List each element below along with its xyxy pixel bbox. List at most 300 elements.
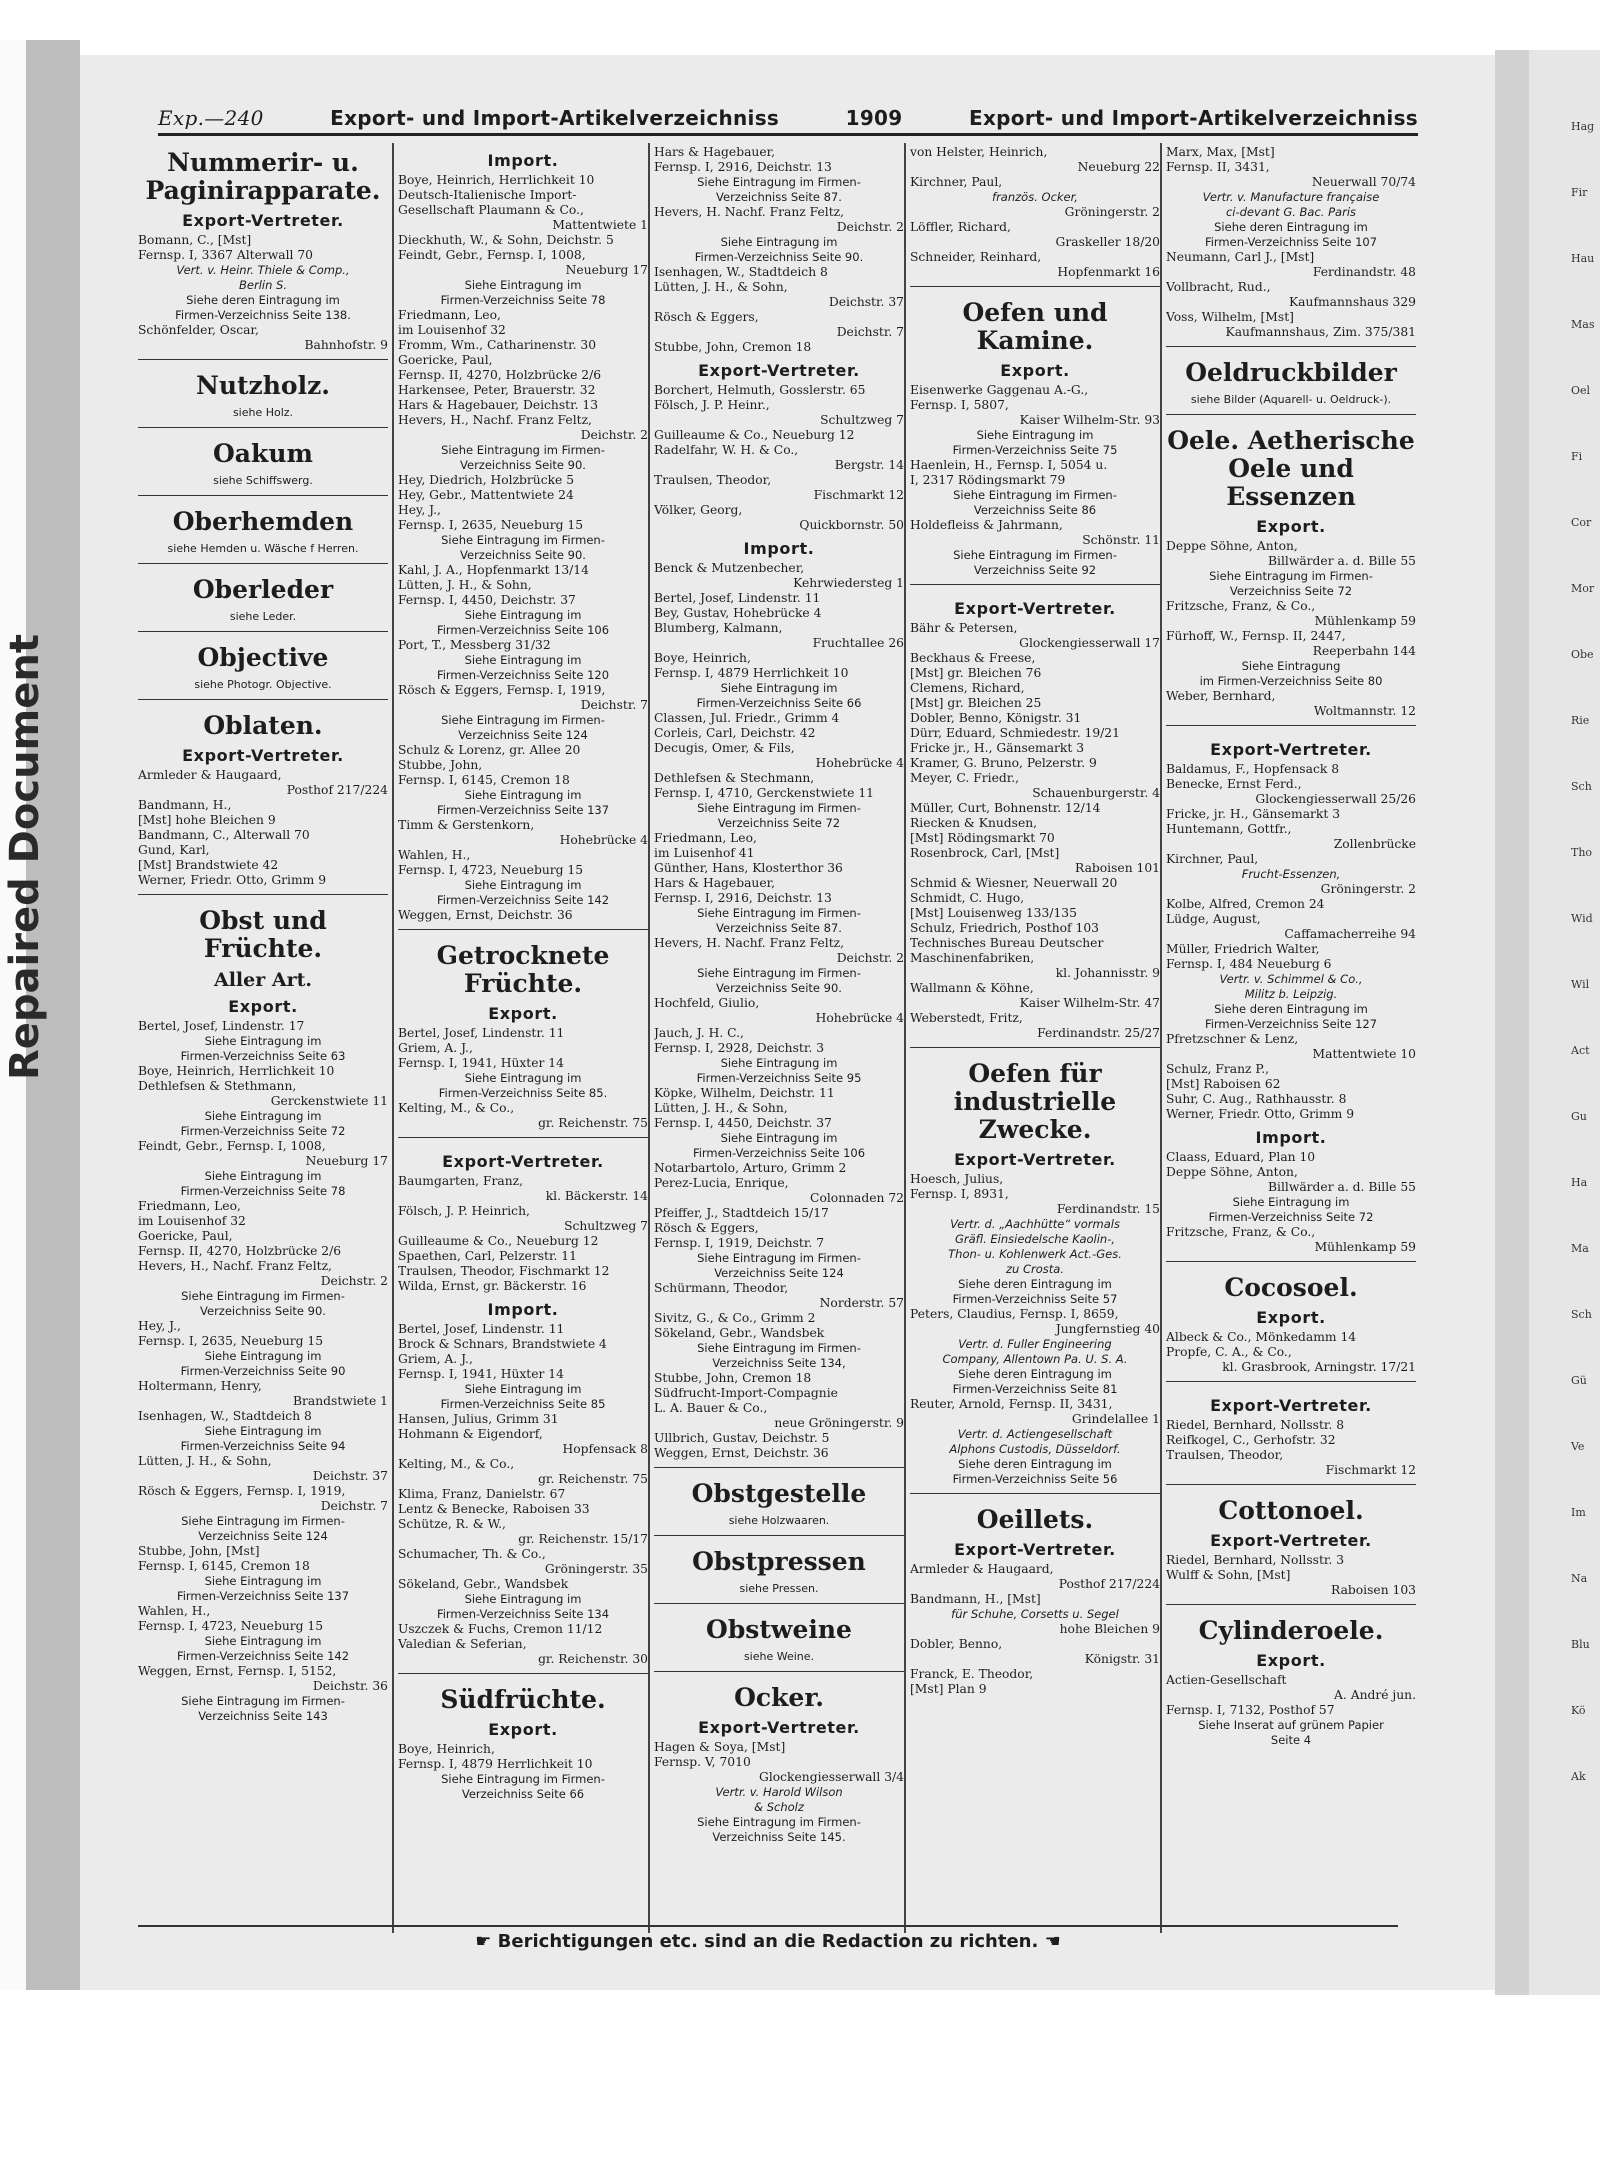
- directory-entry-line: Lütten, J. H., & Sohn,: [138, 1454, 272, 1468]
- directory-entry-line: Stubbe, John, [Mst]: [138, 1544, 260, 1558]
- directory-entry-line: Firmen-Verzeichniss Seite 142: [176, 1649, 350, 1663]
- directory-entry-line: Siehe Eintragung im: [204, 1634, 322, 1648]
- directory-entry-line: Weberstedt, Fritz,: [910, 1011, 1023, 1025]
- directory-entry-line: Goericke, Paul,: [138, 1229, 233, 1243]
- directory-entry-line: Guilleaume & Co., Neueburg 12: [654, 428, 855, 442]
- column-rule: [904, 143, 906, 1933]
- directory-entry-line: Fölsch, J. P. Heinr.,: [654, 398, 770, 412]
- directory-entry-line: Mattentwiete 1: [552, 218, 648, 232]
- directory-entry-line: Goericke, Paul,: [398, 353, 493, 367]
- directory-entry-line: Deichstr. 7: [836, 325, 904, 339]
- directory-entry-line: Thon- u. Kohlenwerk Act.-Ges.: [948, 1247, 1122, 1261]
- directory-entry-line: Firmen-Verzeichniss Seite 142: [436, 893, 610, 907]
- directory-entry-line: Siehe Eintragung im Firmen-: [441, 533, 605, 547]
- directory-entry-line: Kolbe, Alfred, Cremon 24: [1166, 897, 1325, 911]
- directory-entry-line: Benck & Mutzenbecher,: [654, 561, 805, 575]
- directory-entry-line: Peters, Claudius, Fernsp. I, 8659,: [910, 1307, 1119, 1321]
- directory-entry-line: Deichstr. 2: [836, 951, 904, 965]
- facing-page-text-fragment: Cor: [1571, 516, 1592, 529]
- facing-page-text-fragment: Mor: [1571, 582, 1595, 595]
- directory-entry-line: im Firmen-Verzeichniss Seite 80: [1199, 674, 1383, 688]
- directory-entry-line: Seite 4: [1270, 1733, 1312, 1747]
- directory-entry-line: Siehe Eintragung im Firmen-: [441, 713, 605, 727]
- directory-entry-line: Actien-Gesellschaft: [1166, 1673, 1287, 1687]
- directory-entry-line: Bähr & Petersen,: [910, 621, 1018, 635]
- section-heading: Obstpressen: [692, 1547, 866, 1576]
- directory-entry-line: A. André jun.: [1334, 1688, 1416, 1702]
- directory-entry-line: Deichstr. 36: [312, 1679, 388, 1693]
- directory-entry-line: Firmen-Verzeichniss Seite 95: [696, 1071, 862, 1085]
- directory-entry-line: Schultzweg 7: [820, 413, 904, 427]
- directory-entry-line: Posthof 217/224: [286, 783, 388, 797]
- directory-entry-line: Firmen-Verzeichniss Seite 120: [436, 668, 610, 682]
- directory-entry-line: Siehe Eintragung im Firmen-: [181, 1514, 345, 1528]
- directory-entry-line: [Mst] gr. Bleichen 25: [910, 696, 1042, 710]
- directory-entry-line: Firmen-Verzeichniss Seite 56: [952, 1472, 1118, 1486]
- directory-entry-line: Stubbe, John, Cremon 18: [654, 340, 812, 354]
- article-section: [910, 1047, 1160, 1487]
- directory-entry-line: Vert. v. Heinr. Thiele & Comp.,: [176, 263, 350, 277]
- category-label: Export-Vertreter.: [698, 361, 860, 380]
- directory-entry-line: Deichstr. 2: [580, 428, 648, 442]
- directory-entry-line: Holtermann, Henry,: [138, 1379, 262, 1393]
- directory-entry-line: Mattentwiete 10: [1312, 1047, 1416, 1061]
- directory-entry-line: Hey, Diedrich, Holzbrücke 5: [398, 473, 575, 487]
- section-heading: Oakum: [213, 439, 313, 468]
- directory-entry-line: [Mst] Rödingsmarkt 70: [910, 831, 1055, 845]
- directory-entry-line: Fritzsche, Franz, & Co.,: [1166, 599, 1316, 613]
- directory-entry-line: Reeperbahn 144: [1312, 644, 1416, 658]
- directory-entry-line: Fernsp. I, 4879 Herrlichkeit 10: [398, 1757, 593, 1771]
- directory-entry-line: Reuter, Arnold, Fernsp. II, 3431,: [910, 1397, 1113, 1411]
- directory-entry-line: Pfeiffer, J., Stadtdeich 15/17: [654, 1206, 829, 1220]
- directory-entry-line: Classen, Jul. Friedr., Grimm 4: [654, 711, 840, 725]
- directory-entry-line: Fernsp. I, 2928, Deichstr. 3: [654, 1041, 825, 1055]
- directory-entry-line: Lütten, J. H., & Sohn,: [398, 578, 532, 592]
- directory-entry-line: Firmen-Verzeichniss Seite 78: [440, 293, 606, 307]
- directory-entry-line: Schmidt, C. Hugo,: [910, 891, 1025, 905]
- section-heading: Oberhemden: [172, 507, 354, 536]
- directory-entry-line: Firmen-Verzeichniss Seite 72: [180, 1124, 346, 1138]
- facing-page-text-fragment: Im: [1571, 1506, 1586, 1519]
- directory-entry-line: Sökeland, Gebr., Wandsbek: [654, 1326, 825, 1340]
- directory-entry-line: Siehe Eintragung im: [204, 1034, 322, 1048]
- directory-entry-line: Neueburg 17: [305, 1154, 388, 1168]
- directory-entry-line: Hochfeld, Giulio,: [654, 996, 760, 1010]
- directory-entry-line: Firmen-Verzeichniss Seite 90.: [694, 250, 864, 264]
- article-section: [138, 699, 388, 888]
- directory-entry-line: Firmen-Verzeichniss Seite 75: [952, 443, 1118, 457]
- directory-entry-line: Siehe Eintragung im Firmen-: [953, 488, 1117, 502]
- directory-entry-line: Hopfensack 8: [562, 1442, 648, 1456]
- section-heading: Oeillets.: [976, 1505, 1094, 1534]
- directory-entry-line: Günther, Hans, Klosterthor 36: [654, 861, 843, 875]
- article-section: [654, 145, 904, 355]
- directory-entry-line: Bertel, Josef, Lindenstr. 17: [138, 1019, 305, 1033]
- directory-entry-line: Firmen-Verzeichniss Seite 57: [952, 1292, 1118, 1306]
- directory-entry-line: Reifkogel, C., Gerhofstr. 32: [1166, 1433, 1336, 1447]
- directory-entry-line: Uszczek & Fuchs, Cremon 11/12: [398, 1622, 603, 1636]
- directory-entry-line: Siehe Eintragung im: [464, 1071, 582, 1085]
- directory-entry-line: Siehe Eintragung im: [204, 1109, 322, 1123]
- directory-entry-line: Zollenbrücke: [1333, 837, 1416, 851]
- facing-page-text-fragment: Gü: [1571, 1374, 1587, 1387]
- directory-entry-line: Gerckenstwiete 11: [270, 1094, 388, 1108]
- column-2: [398, 145, 648, 1925]
- page-footer: ☛ Berichtigungen etc. sind an die Redaction zu richten. ☚: [138, 1925, 1398, 1952]
- directory-entry-line: Siehe Eintragung im: [464, 788, 582, 802]
- facing-page-text-fragment: Ve: [1571, 1440, 1585, 1453]
- column-5: [1166, 145, 1416, 1925]
- directory-entry-line: Friedmann, Leo,: [654, 831, 757, 845]
- directory-entry-line: Firmen-Verzeichniss Seite 106: [436, 623, 610, 637]
- category-label: Export.: [1256, 517, 1326, 536]
- article-section: [910, 145, 1160, 280]
- directory-entry-line: Hopfenmarkt 16: [1057, 265, 1160, 279]
- directory-entry-line: Bahnhofstr. 9: [304, 338, 388, 352]
- directory-entry-line: Fernsp. II, 3431,: [1166, 160, 1270, 174]
- directory-entry-line: Verzeichniss Seite 92: [973, 563, 1097, 577]
- directory-entry-line: Fernsp. I, 2635, Neueburg 15: [138, 1334, 324, 1348]
- column-4: [910, 145, 1160, 1925]
- directory-entry-line: Verzeichniss Seite 145.: [712, 1830, 846, 1844]
- article-section: [654, 1671, 904, 1845]
- directory-entry-line: Fritzsche, Franz, & Co.,: [1166, 1225, 1316, 1239]
- directory-entry-line: Ullbrich, Gustav, Deichstr. 5: [654, 1431, 830, 1445]
- directory-entry-line: & Scholz: [754, 1800, 804, 1814]
- directory-entry-line: Firmen-Verzeichniss Seite 85: [440, 1397, 606, 1411]
- directory-entry-line: Siehe Eintragung im: [464, 608, 582, 622]
- directory-entry-line: Siehe Inserat auf grünem Papier: [1198, 1718, 1384, 1732]
- directory-entry-line: Siehe Eintragung im Firmen-: [697, 1341, 861, 1355]
- directory-entry-line: Eisenwerke Gaggenau A.-G.,: [910, 383, 1089, 397]
- section-heading: Oele. Aetherische Oele und Essenzen: [1167, 426, 1415, 511]
- directory-entry-line: im Luisenhof 41: [654, 846, 755, 860]
- directory-entry-line: Fernsp. I, 7132, Posthof 57: [1166, 1703, 1335, 1717]
- category-label: Export-Vertreter.: [698, 1718, 860, 1737]
- facing-page-text-fragment: Ha: [1571, 1176, 1588, 1189]
- directory-entry-line: Werner, Friedr. Otto, Grimm 9: [1166, 1107, 1355, 1121]
- directory-entry-line: Siehe Eintragung im: [464, 653, 582, 667]
- directory-entry-line: Siehe Eintragung im: [464, 1592, 582, 1606]
- directory-entry-line: Wallmann & Köhne,: [910, 981, 1034, 995]
- directory-entry-line: Deutsch-Italienische Import-: [398, 188, 577, 202]
- directory-entry-line: Fernsp. I, 4710, Gerckenstwiete 11: [654, 786, 874, 800]
- directory-entry-line: Siehe Eintragung im: [720, 235, 838, 249]
- directory-entry-line: Verzeichniss Seite 90.: [716, 981, 842, 995]
- facing-page-text-fragment: Na: [1571, 1572, 1588, 1585]
- directory-entry-line: Kaufmannshaus 329: [1289, 295, 1416, 309]
- directory-entry-line: Hagen & Soya, [Mst]: [654, 1740, 786, 1754]
- category-label: Export.: [488, 1004, 558, 1023]
- directory-entry-line: Firmen-Verzeichniss Seite 81: [952, 1382, 1118, 1396]
- directory-entry-line: Hohebrücke 4: [815, 756, 904, 770]
- directory-entry-line: im Louisenhof 32: [138, 1214, 246, 1228]
- directory-entry-line: Verzeichniss Seite 124: [714, 1266, 844, 1280]
- directory-entry-line: Traulsen, Theodor, Fischmarkt 12: [398, 1264, 610, 1278]
- directory-entry-line: Hansen, Julius, Grimm 31: [398, 1412, 559, 1426]
- directory-entry-line: Notarbartolo, Arturo, Grimm 2: [654, 1161, 847, 1175]
- directory-entry-line: Neueburg 17: [565, 263, 648, 277]
- facing-page-text-fragment: Hag: [1571, 120, 1595, 133]
- directory-entry-line: Schauenburgerstr. 4: [1032, 786, 1160, 800]
- directory-entry-line: Posthof 217/224: [1058, 1577, 1160, 1591]
- directory-entry-line: Firmen-Verzeichniss Seite 138.: [175, 308, 351, 322]
- directory-entry-line: Siehe deren Eintragung im: [958, 1367, 1112, 1381]
- section-heading: Oeldruckbilder: [1185, 358, 1397, 387]
- directory-entry-line: Griem, A. J.,: [398, 1352, 473, 1366]
- directory-entry-line: Grindelallee 1: [1071, 1412, 1160, 1426]
- directory-entry-line: Siehe Eintragung: [1241, 659, 1341, 673]
- directory-entry-line: Fernsp. I, 6145, Cremon 18: [398, 773, 570, 787]
- directory-entry-line: Traulsen, Theodor,: [654, 473, 772, 487]
- directory-entry-line: Siehe Eintragung im: [720, 1131, 838, 1145]
- directory-entry-line: Fölsch, J. P. Heinrich,: [398, 1204, 530, 1218]
- directory-entry-line: neue Gröningerstr. 9: [774, 1416, 904, 1430]
- directory-entry-line: Billwärder a. d. Bille 55: [1267, 554, 1416, 568]
- directory-entry-line: kl. Bäckerstr. 14: [545, 1189, 648, 1203]
- directory-entry-line: Siehe deren Eintragung im: [1214, 1002, 1368, 1016]
- directory-entry-line: Siehe Eintragung im: [464, 278, 582, 292]
- directory-entry-line: Neumann, Carl J., [Mst]: [1166, 250, 1315, 264]
- directory-entry-line: Siehe Eintragung im Firmen-: [697, 906, 861, 920]
- directory-entry-line: Feindt, Gebr., Fernsp. I, 1008,: [398, 248, 586, 262]
- directory-entry-line: Müller, Friedrich Walter,: [1166, 942, 1320, 956]
- directory-entry-line: Glockengiesserwall 25/26: [1255, 792, 1416, 806]
- directory-entry-line: Hey, Gebr., Mattentwiete 24: [398, 488, 574, 502]
- section-heading: Nummerir- u. Paginirapparate.: [145, 148, 381, 205]
- facing-page-text-fragment: Mas: [1571, 318, 1595, 331]
- directory-entry-line: Fernsp. I, 4723, Neueburg 15: [398, 863, 584, 877]
- directory-entry-line: Mühlenkamp 59: [1314, 1240, 1416, 1254]
- directory-entry-line: Fernsp. I, 1941, Hüxter 14: [398, 1056, 564, 1070]
- directory-entry-line: Bandmann, H., [Mst]: [910, 1592, 1041, 1606]
- column-rule: [1160, 143, 1162, 1933]
- directory-entry-line: Blumberg, Kalmann,: [654, 621, 783, 635]
- directory-entry-line: Gröningerstr. 35: [544, 1562, 648, 1576]
- directory-entry-line: Weggen, Ernst, Deichstr. 36: [654, 1446, 829, 1460]
- category-label: Import.: [487, 151, 559, 170]
- category-label: Export-Vertreter.: [954, 1150, 1116, 1169]
- directory-entry-line: Verzeichniss Seite 90.: [200, 1304, 326, 1318]
- directory-entry-line: Fernsp. I, 3367 Alterwall 70: [138, 248, 314, 262]
- directory-entry-line: Vertr. v. Harold Wilson: [715, 1785, 843, 1799]
- directory-entry-line: Billwärder a. d. Bille 55: [1267, 1180, 1416, 1194]
- category-label: Export-Vertreter.: [954, 599, 1116, 618]
- directory-entry-line: Fernsp. I, 4723, Neueburg 15: [138, 1619, 324, 1633]
- directory-entry-line: Rösch & Eggers, Fernsp. I, 1919,: [138, 1484, 346, 1498]
- directory-entry-line: Stubbe, John, Cremon 18: [654, 1371, 812, 1385]
- directory-entry-line: Raboisen 103: [1331, 1583, 1416, 1597]
- directory-entry-line: Kirchner, Paul,: [910, 175, 1003, 189]
- directory-entry-line: Sivitz, G., & Co., Grimm 2: [654, 1311, 816, 1325]
- facing-page-text-fragment: Obe: [1571, 648, 1594, 661]
- directory-entry-line: Verzeichniss Seite 143: [198, 1709, 328, 1723]
- directory-entry-line: Hohebrücke 4: [815, 1011, 904, 1025]
- cross-reference: siehe Holzwaaren.: [728, 1514, 830, 1527]
- directory-entry-line: [Mst] Raboisen 62: [1166, 1077, 1281, 1091]
- directory-entry-line: Südfrucht-Import-Compagnie: [654, 1386, 838, 1400]
- directory-entry-line: Völker, Georg,: [654, 503, 743, 517]
- article-section: [138, 427, 388, 487]
- directory-entry-line: Siehe Eintragung im: [204, 1424, 322, 1438]
- directory-entry-line: Fischmarkt 12: [813, 488, 904, 502]
- directory-entry-line: Fricke, jr. H., Gänsemarkt 3: [1166, 807, 1341, 821]
- article-section: [398, 1137, 648, 1294]
- directory-entry-line: Borchert, Helmuth, Gosslerstr. 65: [654, 383, 866, 397]
- directory-entry-line: Hohmann & Eigendorf,: [398, 1427, 543, 1441]
- article-section: [398, 1300, 648, 1667]
- directory-entry-line: Siehe Eintragung im: [464, 1382, 582, 1396]
- category-label: Import.: [487, 1300, 559, 1319]
- article-section: [910, 1493, 1160, 1697]
- directory-entry-line: gr. Reichenstr. 15/17: [518, 1532, 648, 1546]
- cross-reference: siehe Pressen.: [739, 1582, 819, 1595]
- directory-entry-line: Boye, Heinrich,: [654, 651, 751, 665]
- cross-reference: siehe Leder.: [229, 610, 297, 623]
- facing-page-text-fragment: Gu: [1571, 1110, 1587, 1123]
- directory-entry-line: Franck, E. Theodor,: [910, 1667, 1034, 1681]
- directory-entry-line: Bertel, Josef, Lindenstr. 11: [398, 1026, 565, 1040]
- directory-entry-line: Kelting, M., & Co.,: [398, 1457, 515, 1471]
- directory-entry-line: Vertr. v. Schimmel & Co.,: [1219, 972, 1363, 986]
- directory-entry-line: Wahlen, H.,: [398, 848, 471, 862]
- header-year: 1909: [845, 106, 903, 130]
- facing-page-text-fragment: Act: [1571, 1044, 1590, 1057]
- directory-entry-line: Siehe deren Eintragung im: [1214, 220, 1368, 234]
- category-label: Export.: [1256, 1651, 1326, 1670]
- category-label: Export.: [228, 997, 298, 1016]
- category-label: Export-Vertreter.: [954, 1540, 1116, 1559]
- directory-entry-line: Siehe Eintragung im Firmen-: [1209, 569, 1373, 583]
- directory-entry-line: Werner, Friedr. Otto, Grimm 9: [138, 873, 327, 887]
- facing-page-text-fragment: Ak: [1571, 1770, 1586, 1783]
- cross-reference: siehe Bilder (Aquarell- u. Oeldruck-).: [1190, 393, 1392, 406]
- article-section: [1166, 1128, 1416, 1255]
- article-section: [1166, 346, 1416, 406]
- directory-entry-line: Weggen, Ernst, Fernsp. I, 5152,: [138, 1664, 337, 1678]
- directory-entry-line: Fernsp. I, 2635, Neueburg 15: [398, 518, 584, 532]
- directory-entry-line: Perez-Lucia, Enrique,: [654, 1176, 789, 1190]
- facing-page-text-fragment: Sch: [1571, 780, 1592, 793]
- directory-entry-line: Ferdinandstr. 15: [1056, 1202, 1160, 1216]
- facing-page-text-fragment: Rie: [1571, 714, 1590, 727]
- directory-entry-line: Ferdinandstr. 25/27: [1037, 1026, 1160, 1040]
- directory-entry-line: Caffamacherreihe 94: [1284, 927, 1416, 941]
- directory-entry-line: Deppe Söhne, Anton,: [1166, 539, 1298, 553]
- directory-entry-line: I, 2317 Rödingsmarkt 79: [910, 473, 1066, 487]
- directory-entry-line: Siehe deren Eintragung im: [958, 1277, 1112, 1291]
- article-section: [138, 495, 388, 555]
- directory-entry-line: Verzeichniss Seite 66: [461, 1787, 585, 1801]
- directory-entry-line: Lütten, J. H., & Sohn,: [654, 1101, 788, 1115]
- directory-entry-line: Firmen-Verzeichniss Seite 90: [180, 1364, 346, 1378]
- article-section: [138, 359, 388, 419]
- section-heading: Nutzholz.: [195, 371, 331, 400]
- directory-entry-line: Hohebrücke 4: [559, 833, 648, 847]
- column-3: [654, 145, 904, 1925]
- directory-entry-line: für Schuhe, Corsetts u. Segel: [951, 1607, 1119, 1621]
- directory-entry-line: Graskeller 18/20: [1055, 235, 1160, 249]
- directory-entry-line: Kehrwiedersteg 1: [793, 576, 904, 590]
- directory-entry-line: Voss, Wilhelm, [Mst]: [1166, 310, 1294, 324]
- directory-entry-line: Verzeichniss Seite 72: [717, 816, 841, 830]
- article-section: [398, 151, 648, 923]
- header-title-right: Export- und Import-Artikelverzeichniss: [969, 106, 1418, 130]
- directory-entry-line: Lentz & Benecke, Raboisen 33: [398, 1502, 590, 1516]
- directory-entry-line: [Mst] Plan 9: [910, 1682, 987, 1696]
- directory-entry-line: Hevers, H. Nachf. Franz Feltz,: [654, 936, 845, 950]
- directory-entry-line: Deichstr. 37: [828, 295, 904, 309]
- directory-entry-line: Neuerwall 70/74: [1311, 175, 1416, 189]
- facing-page-text-fragment: Fir: [1571, 186, 1588, 199]
- directory-entry-line: Firmen-Verzeichniss Seite 78: [180, 1184, 346, 1198]
- category-label: Export-Vertreter.: [1210, 740, 1372, 759]
- section-heading: Oberleder: [192, 575, 334, 604]
- directory-entry-line: Sökeland, Gebr., Wandsbek: [398, 1577, 569, 1591]
- directory-entry-line: Fernsp. I, 2916, Deichstr. 13: [654, 160, 832, 174]
- cross-reference: siehe Weine.: [743, 1650, 815, 1663]
- directory-entry-line: Verzeichniss Seite 90.: [460, 548, 586, 562]
- directory-entry-line: Wulff & Sohn, [Mst]: [1166, 1568, 1291, 1582]
- directory-entry-line: Siehe Eintragung im Firmen-: [441, 1772, 605, 1786]
- article-section: [654, 1535, 904, 1595]
- directory-entry-line: Firmen-Verzeichniss Seite 137: [176, 1589, 350, 1603]
- directory-entry-line: Weggen, Ernst, Deichstr. 36: [398, 908, 573, 922]
- directory-entry-line: Traulsen, Theodor,: [1166, 1448, 1284, 1462]
- directory-entry-line: Fernsp. I, 8931,: [910, 1187, 1009, 1201]
- directory-entry-line: Baldamus, F., Hopfensack 8: [1166, 762, 1340, 776]
- directory-entry-line: Siehe Eintragung im: [720, 681, 838, 695]
- directory-entry-line: Benecke, Ernst Ferd.,: [1166, 777, 1302, 791]
- facing-page-text-fragment: Fi: [1571, 450, 1583, 463]
- category-label: Import.: [743, 539, 815, 558]
- directory-entry-line: Kelting, M., & Co.,: [398, 1101, 515, 1115]
- category-label: Export-Vertreter.: [442, 1152, 604, 1171]
- directory-entry-line: Norderstr. 57: [819, 1296, 904, 1310]
- directory-entry-line: Hoesch, Julius,: [910, 1172, 1004, 1186]
- article-section: [654, 539, 904, 1461]
- directory-entry-line: ci-devant G. Bac. Paris: [1225, 205, 1357, 219]
- cross-reference: siehe Hemden u. Wäsche f Herren.: [167, 542, 359, 555]
- directory-entry-line: Verzeichniss Seite 72: [1229, 584, 1353, 598]
- directory-entry-line: Suhr, C. Aug., Rathhausstr. 8: [1166, 1092, 1347, 1106]
- directory-entry-line: Corleis, Carl, Deichstr. 42: [654, 726, 816, 740]
- directory-entry-line: Fernsp. I, 4450, Deichstr. 37: [654, 1116, 832, 1130]
- directory-entry-line: Schulz, Friedrich, Posthof 103: [910, 921, 1099, 935]
- directory-entry-line: Fernsp. I, 6145, Cremon 18: [138, 1559, 310, 1573]
- category-label: Export-Vertreter.: [1210, 1396, 1372, 1415]
- directory-entry-line: Verzeichniss Seite 134,: [712, 1356, 846, 1370]
- facing-page-text-fragment: Tho: [1571, 846, 1593, 859]
- directory-entry-line: gr. Reichenstr. 75: [538, 1472, 648, 1486]
- directory-entry-line: Frucht-Essenzen,: [1241, 867, 1341, 881]
- directory-entry-line: Bomann, C., [Mst]: [138, 233, 252, 247]
- side-label: Repaired Document: [2, 634, 48, 1080]
- directory-entry-line: Rösch & Eggers,: [654, 310, 759, 324]
- directory-entry-line: Hey, J.,: [398, 503, 441, 517]
- facing-page-text-fragment: Ma: [1571, 1242, 1589, 1255]
- category-label: Export.: [488, 1720, 558, 1739]
- directory-entry-line: [Mst] gr. Bleichen 76: [910, 666, 1042, 680]
- directory-entry-line: Hevers, H., Nachf. Franz Feltz,: [138, 1259, 332, 1273]
- directory-entry-line: gr. Reichenstr. 75: [538, 1116, 648, 1130]
- article-section: [1166, 1381, 1416, 1478]
- directory-entry-line: Fernsp. I, 1941, Hüxter 14: [398, 1367, 564, 1381]
- directory-entry-line: Feindt, Gebr., Fernsp. I, 1008,: [138, 1139, 326, 1153]
- directory-entry-line: Rösch & Eggers,: [654, 1221, 759, 1235]
- directory-entry-line: Siehe Eintragung im Firmen-: [697, 1251, 861, 1265]
